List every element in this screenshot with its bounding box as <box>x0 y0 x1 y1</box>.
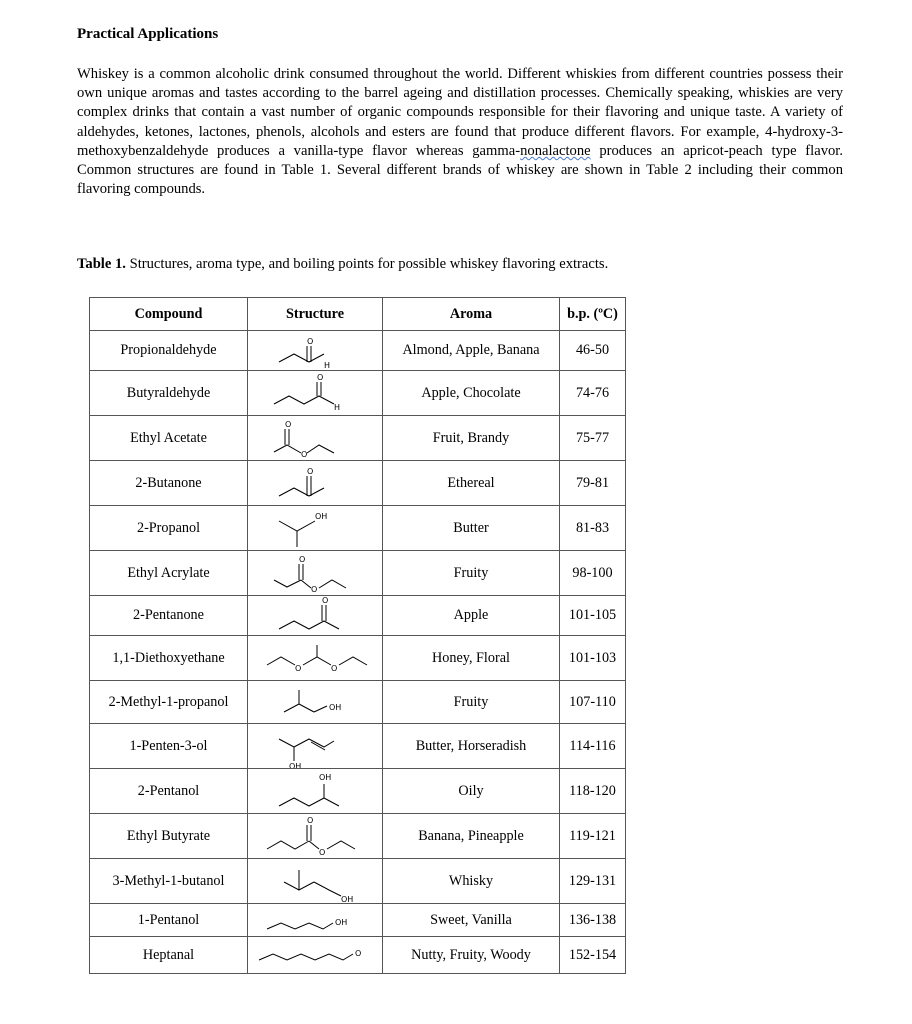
compound-name: Ethyl Butyrate <box>90 814 248 859</box>
boiling-point-value: 46-50 <box>560 331 626 371</box>
svg-text:OH: OH <box>341 894 354 903</box>
svg-text:H: H <box>334 402 341 412</box>
table-row <box>90 937 626 974</box>
boiling-point-value: 101-103 <box>560 636 626 681</box>
svg-text:OH: OH <box>315 511 328 521</box>
compound-name: Butyraldehyde <box>90 371 248 416</box>
header-structure: Structure <box>248 298 383 331</box>
table-row <box>90 506 626 551</box>
svg-text:O: O <box>355 948 362 958</box>
table-row <box>90 904 626 937</box>
svg-text:OH: OH <box>329 702 342 712</box>
boiling-point-value: 136-138 <box>560 904 626 937</box>
table-row <box>90 724 626 769</box>
boiling-point-value: 114-116 <box>560 724 626 769</box>
table-row <box>90 814 626 859</box>
table-row <box>90 681 626 724</box>
table-row <box>90 331 626 371</box>
boiling-point-value: 129-131 <box>560 859 626 904</box>
compound-name: 2-Pentanol <box>90 769 248 814</box>
boiling-point-value: 74-76 <box>560 371 626 416</box>
diethoxyethane-structure-icon <box>248 636 383 681</box>
2-propanol-structure-icon <box>248 506 383 551</box>
table-row <box>90 596 626 636</box>
boiling-point-value: 81-83 <box>560 506 626 551</box>
2-pentanone-structure-icon <box>248 596 383 636</box>
aroma-value: Sweet, Vanilla <box>383 904 560 937</box>
compound-name: 1-Penten-3-ol <box>90 724 248 769</box>
boiling-point-value: 118-120 <box>560 769 626 814</box>
ethyl-butyrate-structure-icon <box>248 814 383 859</box>
intro-paragraph: Whiskey is a common alcoholic drink consumed throughout the world. Different whiskies from different countries possess their own unique aromas and tastes according to the barrel ageing and distillation processes. Chemically speaking, whiskies are very complex drinks that contain a vast number of organic compounds responsible for their flavoring and unique taste. A variety of aldehydes, ketones, lactones, phenols, alcohols and esters are found that produce different flavors. For example, 4-hydroxy-3-methoxybenzaldehyde produces a vanilla-type flavor whereas gamma-nonalactone produces an apricot-peach type flavor. Common structures are found in Table 1. Several different brands of whiskey are shown in Table 2 including their common flavoring compounds. <box>77 66 844 198</box>
svg-text:O: O <box>299 554 306 564</box>
compound-name: 2-Propanol <box>90 506 248 551</box>
compound-name: 2-Methyl-1-propanol <box>90 681 248 724</box>
compound-name: 3-Methyl-1-butanol <box>90 859 248 904</box>
aroma-value: Nutty, Fruity, Woody <box>383 937 560 974</box>
header-compound: Compound <box>90 298 248 331</box>
compound-name: Propionaldehyde <box>90 331 248 371</box>
table-row <box>90 769 626 814</box>
aroma-value: Fruit, Brandy <box>383 416 560 461</box>
heptanal-structure-icon <box>248 937 383 974</box>
aroma-value: Butter, Horseradish <box>383 724 560 769</box>
boiling-point-value: 101-105 <box>560 596 626 636</box>
svg-text:O: O <box>307 336 314 346</box>
3-methyl-1-butanol-structure-icon <box>248 859 383 904</box>
header-bp: b.p. (ºC) <box>560 298 626 331</box>
svg-text:O: O <box>317 372 324 382</box>
boiling-point-value: 75-77 <box>560 416 626 461</box>
2-butanone-structure-icon <box>248 461 383 506</box>
svg-text:O: O <box>285 419 292 429</box>
propionaldehyde-structure-icon <box>248 331 383 371</box>
compound-name: Heptanal <box>90 937 248 974</box>
aroma-value: Apple, Chocolate <box>383 371 560 416</box>
svg-text:H: H <box>324 360 331 370</box>
table-header-row <box>90 298 626 331</box>
compound-name: 2-Pentanone <box>90 596 248 636</box>
svg-text:O: O <box>307 815 314 825</box>
ethyl-acrylate-structure-icon <box>248 551 383 596</box>
compound-name: Ethyl Acrylate <box>90 551 248 596</box>
svg-text:O: O <box>319 847 326 857</box>
aroma-value: Fruity <box>383 681 560 724</box>
table-row <box>90 636 626 681</box>
compound-name: 1-Pentanol <box>90 904 248 937</box>
svg-text:OH: OH <box>335 917 348 927</box>
compound-name: 2-Butanone <box>90 461 248 506</box>
svg-text:O: O <box>301 449 308 459</box>
boiling-point-value: 98-100 <box>560 551 626 596</box>
table-row <box>90 416 626 461</box>
table-caption: Table 1. Structures, aroma type, and boiling points for possible whiskey flavoring extracts. <box>77 256 609 272</box>
aroma-value: Banana, Pineapple <box>383 814 560 859</box>
svg-text:O: O <box>322 596 329 605</box>
1-penten-3-ol-structure-icon <box>248 724 383 769</box>
svg-text:OH: OH <box>289 761 302 768</box>
ethyl-acetate-structure-icon <box>248 416 383 461</box>
aroma-value: Almond, Apple, Banana <box>383 331 560 371</box>
1-pentanol-structure-icon <box>248 904 383 937</box>
aroma-value: Honey, Floral <box>383 636 560 681</box>
aroma-value: Ethereal <box>383 461 560 506</box>
table-row <box>90 551 626 596</box>
aroma-value: Whisky <box>383 859 560 904</box>
aroma-value: Butter <box>383 506 560 551</box>
spellcheck-underlined-word: nonalactone <box>520 142 591 159</box>
boiling-point-value: 79-81 <box>560 461 626 506</box>
svg-text:O: O <box>295 663 302 673</box>
flavor-compounds-table <box>89 297 626 974</box>
boiling-point-value: 119-121 <box>560 814 626 859</box>
svg-text:O: O <box>331 663 338 673</box>
aroma-value: Apple <box>383 596 560 636</box>
svg-text:O: O <box>307 466 314 476</box>
compound-name: Ethyl Acetate <box>90 416 248 461</box>
boiling-point-value: 107-110 <box>560 681 626 724</box>
2-pentanol-structure-icon <box>248 769 383 814</box>
svg-text:OH: OH <box>319 772 332 782</box>
table-row <box>90 371 626 416</box>
butyraldehyde-structure-icon <box>248 371 383 416</box>
section-heading: Practical Applications <box>77 26 219 42</box>
header-aroma: Aroma <box>383 298 560 331</box>
table-row <box>90 859 626 904</box>
compound-name: 1,1-Diethoxyethane <box>90 636 248 681</box>
boiling-point-value: 152-154 <box>560 937 626 974</box>
table-row <box>90 461 626 506</box>
aroma-value: Fruity <box>383 551 560 596</box>
2-methyl-1-propanol-structure-icon <box>248 681 383 724</box>
aroma-value: Oily <box>383 769 560 814</box>
svg-text:O: O <box>311 584 318 594</box>
